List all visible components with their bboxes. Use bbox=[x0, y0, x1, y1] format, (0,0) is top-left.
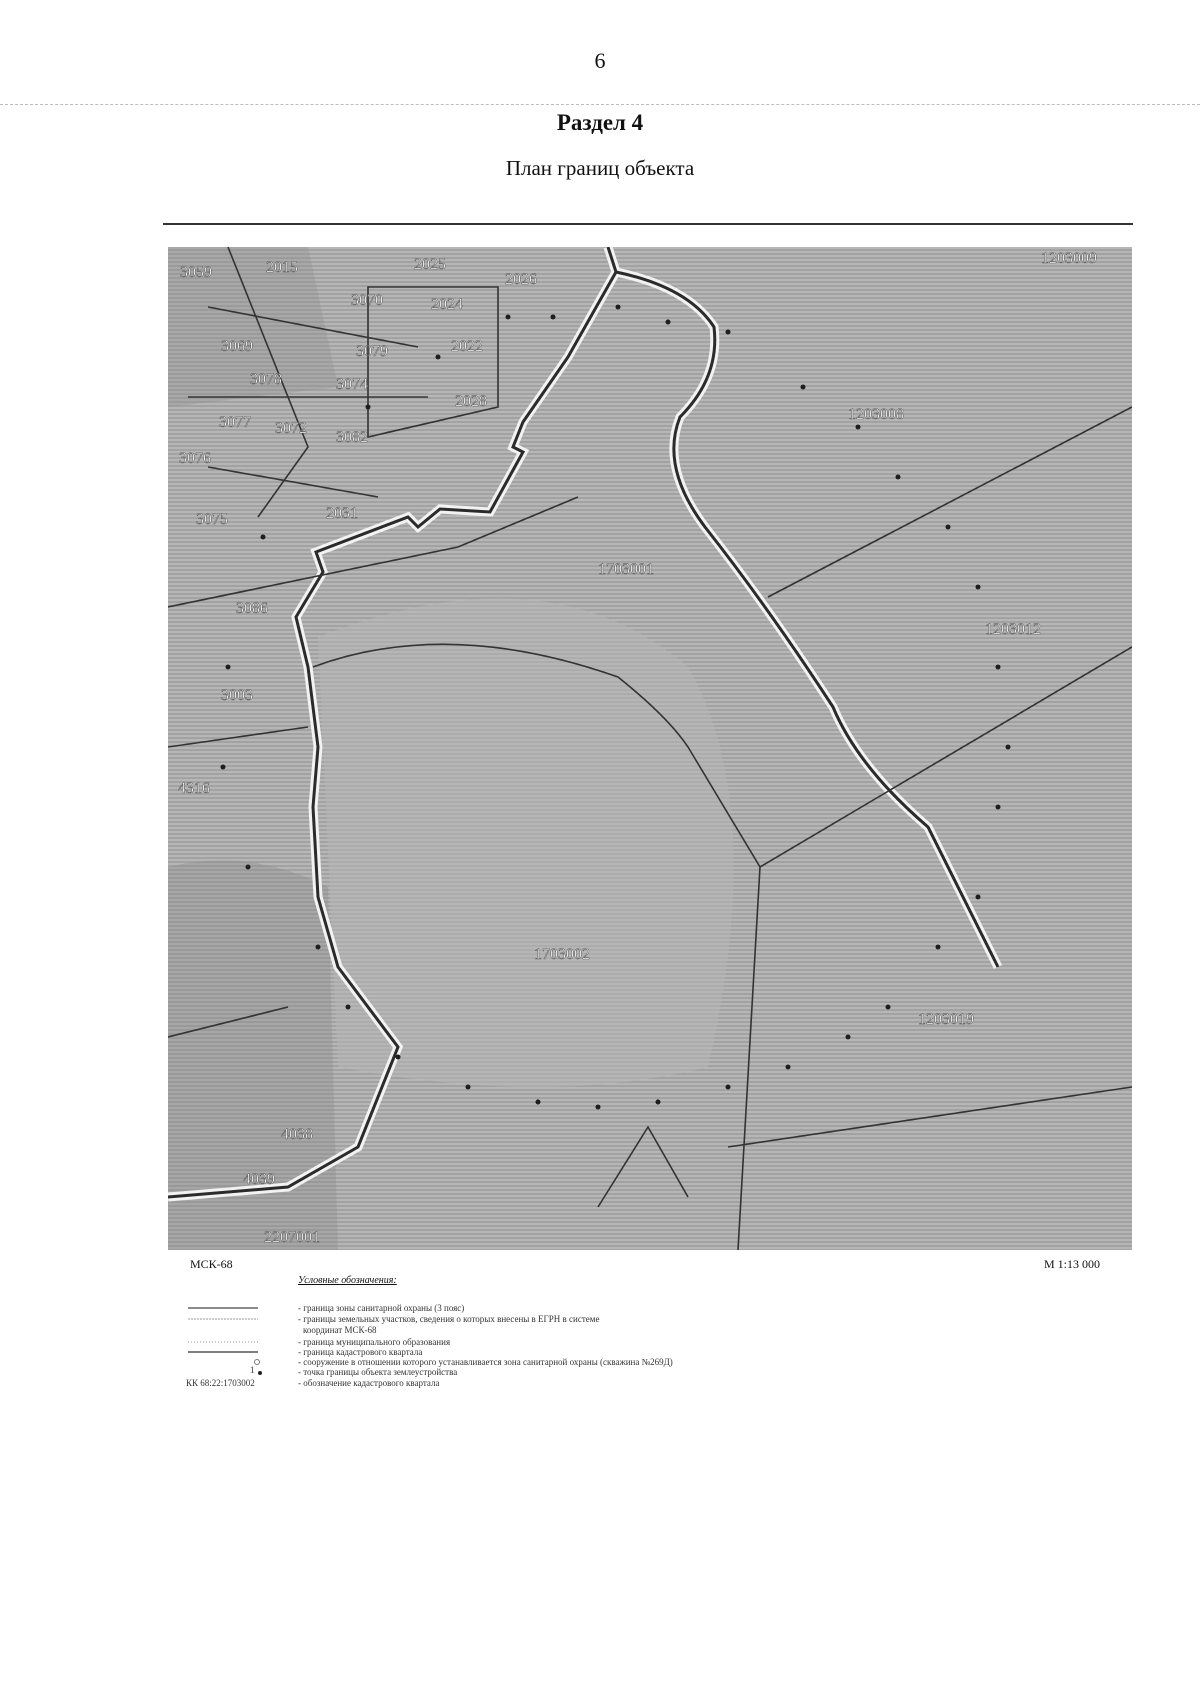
parcel-label: 1203012 bbox=[985, 621, 1041, 638]
legend-symbol bbox=[188, 1314, 292, 1324]
legend-symbol bbox=[188, 1303, 292, 1313]
legend-text: - граница муниципального образования bbox=[298, 1337, 451, 1347]
legend-symbol bbox=[188, 1367, 292, 1377]
coordinate-system: МСК-68 bbox=[190, 1257, 233, 1271]
section-title: Раздел 4 bbox=[556, 110, 644, 135]
parcel-label: 3078 bbox=[250, 371, 282, 388]
parcel-label: 2207001 bbox=[264, 1229, 320, 1246]
parcel-label: 3077 bbox=[219, 414, 251, 431]
parcel-label: 3074 bbox=[336, 376, 368, 393]
parcel-label: 1203009 bbox=[1041, 250, 1097, 267]
parcel-label: 3059 bbox=[180, 264, 212, 281]
parcel-label: 2024 bbox=[431, 296, 463, 313]
legend-symbol bbox=[188, 1337, 292, 1347]
legend-text: - точка границы объекта землеустройства bbox=[298, 1367, 458, 1377]
legend-quarter-code: КК 68:22:1703002 bbox=[186, 1378, 255, 1388]
parcel-label: 3069 bbox=[221, 338, 253, 355]
parcel-label: 2031 bbox=[326, 505, 358, 522]
parcel-label: 2015 bbox=[266, 259, 298, 276]
parcel-label: 3086 bbox=[236, 600, 268, 617]
legend-text: - обозначение кадастрового квартала bbox=[298, 1378, 440, 1388]
map-canvas bbox=[168, 247, 1132, 1250]
parcel-label: 4039 bbox=[243, 1171, 275, 1188]
parcel-label: 4038 bbox=[281, 1126, 313, 1143]
parcel-label: 3079 bbox=[356, 343, 388, 360]
legend-point-number: 1 bbox=[250, 1365, 255, 1375]
legend-text-continued: координат МСК-68 bbox=[303, 1325, 377, 1335]
legend-text: - сооружение в отношении которого устанавливается зона санитарной охраны (скважина №269Д) bbox=[298, 1357, 673, 1367]
parcel-label: 3070 bbox=[351, 292, 383, 309]
parcel-label: 4316 bbox=[178, 780, 210, 797]
parcel-label: 1203008 bbox=[848, 406, 904, 423]
map-scale: М 1:13 000 bbox=[1044, 1257, 1101, 1271]
parcel-label: 3075 bbox=[196, 511, 228, 528]
legend-symbol bbox=[188, 1347, 292, 1357]
parcel-label: 1703002 bbox=[534, 946, 590, 963]
legend-text: - граница зоны санитарной охраны (3 пояс) bbox=[298, 1303, 465, 1313]
header-divider bbox=[0, 104, 1200, 105]
parcel-label: 2028 bbox=[455, 393, 487, 410]
parcel-label: 3003 bbox=[221, 687, 253, 704]
light-area bbox=[318, 598, 734, 1087]
page-number: 6 bbox=[594, 48, 606, 73]
legend-text: - граница кадастрового квартала bbox=[298, 1347, 423, 1357]
parcel-label: 1203019 bbox=[918, 1011, 974, 1028]
parcel-label: 3072 bbox=[275, 420, 307, 437]
parcel-label: 2026 bbox=[505, 271, 537, 288]
legend-title: Условные обозначения: bbox=[298, 1275, 397, 1286]
parcel-label: 2025 bbox=[414, 256, 446, 273]
map-top-rule bbox=[163, 223, 1133, 225]
parcel-label: 3082 bbox=[336, 429, 368, 446]
parcel-label: 2022 bbox=[451, 338, 483, 355]
boundary-map bbox=[168, 247, 1132, 1250]
legend-symbol bbox=[188, 1357, 292, 1367]
parcel-label: 3076 bbox=[179, 450, 211, 467]
parcel-label: 1703001 bbox=[598, 561, 654, 578]
legend-text: - границы земельных участков, сведения о которых внесены в ЕГРН в системе bbox=[298, 1314, 600, 1324]
plan-title: План границ объекта bbox=[505, 156, 695, 180]
